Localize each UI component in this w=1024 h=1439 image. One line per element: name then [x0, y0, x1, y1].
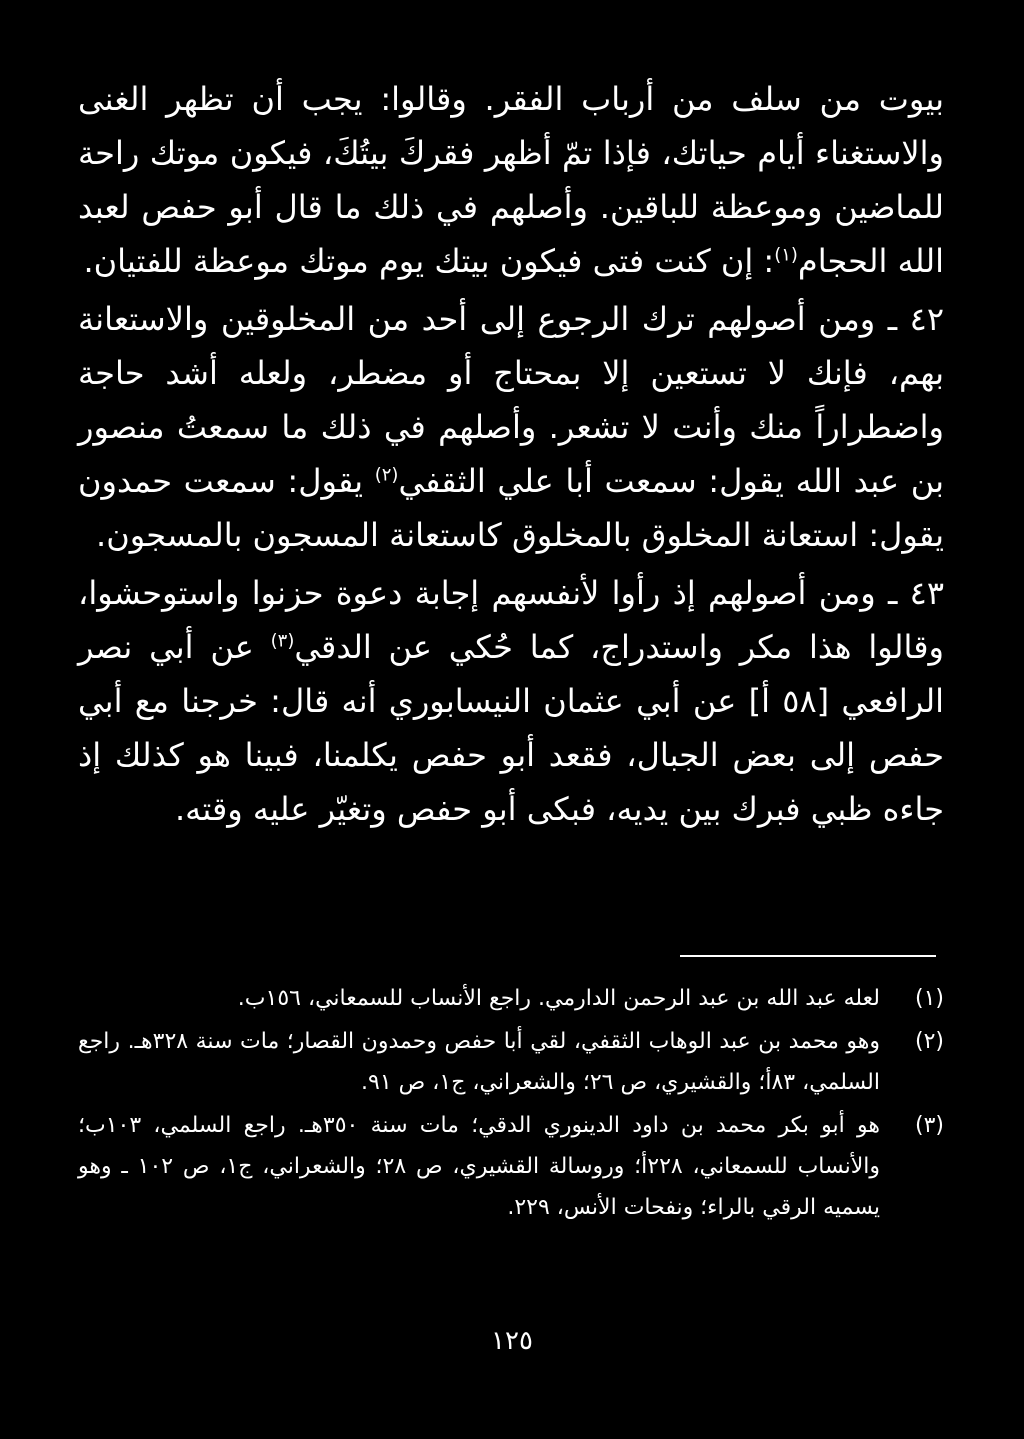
footnote-text: هو أبو بكر محمد بن داود الدينوري الدقي؛ مات سنة ٣٥٠هـ. راجع السلمي، ١٠٣ب؛ والأنساب للسمعاني، ٢٢٨أ؛ وروسالة القشيري، ص ٢٨؛ والشعراني، ج١، ص ١٠٢ ـ وهو يسميه الرقي بالراء؛ ونفحات الأنس، ٢٢٩.: [78, 1113, 881, 1220]
paragraph-1: [78, 72, 944, 288]
main-text: [78, 72, 944, 840]
footnote-number: (٣): [914, 1113, 944, 1138]
footnote-ref-1: (١): [774, 244, 798, 266]
paragraph-2: [78, 292, 944, 562]
footnote-text: لعله عبد الله بن عبد الرحمن الدارمي. راجع الأنساب للسمعاني، ١٥٦ب.: [237, 986, 880, 1011]
paragraph-3: [78, 566, 944, 836]
paragraph-text: بيوت من سلف من أرباب الفقر. وقالوا: يجب أن تظهر الغنى والاستغناء أيام حياتك، فإذا تمّ أظهر فقركَ بيتُكَ، فيكون موتك راحة للماضين وموعظة للباقين. وأصلهم في ذلك ما قال أبو حفص لعبد الله الحجام: [78, 80, 944, 280]
footnote-number: (١): [914, 986, 944, 1011]
footnote-ref-3: (٣): [270, 630, 295, 652]
paragraph-text: ٤٣ ـ ومن أصولهم إذ رأوا لأنفسهم إجابة دعوة حزنوا واستوحشوا، وقالوا هذا مكر واستدراج، كما حُكي عن الدقي: [78, 574, 945, 666]
paragraph-text: : إن كنت فتى فيكون بيتك يوم موتك موعظة للفتيان.: [83, 242, 775, 280]
footnote-1: [78, 978, 944, 1019]
paragraph-text: يقول: سمعت حمدون يقول: استعانة المخلوق بالمخلوق كاستعانة المسجون بالمسجون.: [78, 462, 944, 554]
footnote-number: (٢): [914, 1029, 944, 1054]
footnote-2: [78, 1021, 944, 1103]
paragraph-text: عن أبي نصر الرافعي [٥٨ أ] عن أبي عثمان النيسابوري أنه قال: خرجنا مع أبي حفص إلى بعض الجبال، فقعد أبو حفص يكلمنا، فبينا هو كذلك إذ جاءه ظبي فبرك بين يديه، فبكى أبو حفص وتغيّر عليه وقته.: [78, 628, 944, 828]
paragraph-text: ٤٢ ـ ومن أصولهم ترك الرجوع إلى أحد من المخلوقين والاستعانة بهم، فإنك لا تستعين إلا بمحتاج أو مضطر، ولعله أشد حاجة واضطراراً منك وأنت لا تشعر. وأصلهم في ذلك ما سمعتُ منصور بن عبد الله يقول: سمعت أبا علي الثقفي: [78, 300, 945, 500]
footnote-3: [78, 1105, 944, 1228]
page-number: ١٢٥: [491, 1326, 533, 1356]
footnote-ref-2: (٢): [374, 464, 399, 486]
footnote-separator: [680, 955, 936, 957]
footnote-text: وهو محمد بن عبد الوهاب الثقفي، لقي أبا حفص وحمدون القصار؛ مات سنة ٣٢٨هـ. راجع السلمي، ٨٣أ؛ والقشيري، ص ٢٦؛ والشعراني، ج١، ص ٩١.: [78, 1029, 881, 1095]
footnotes: [78, 978, 944, 1230]
